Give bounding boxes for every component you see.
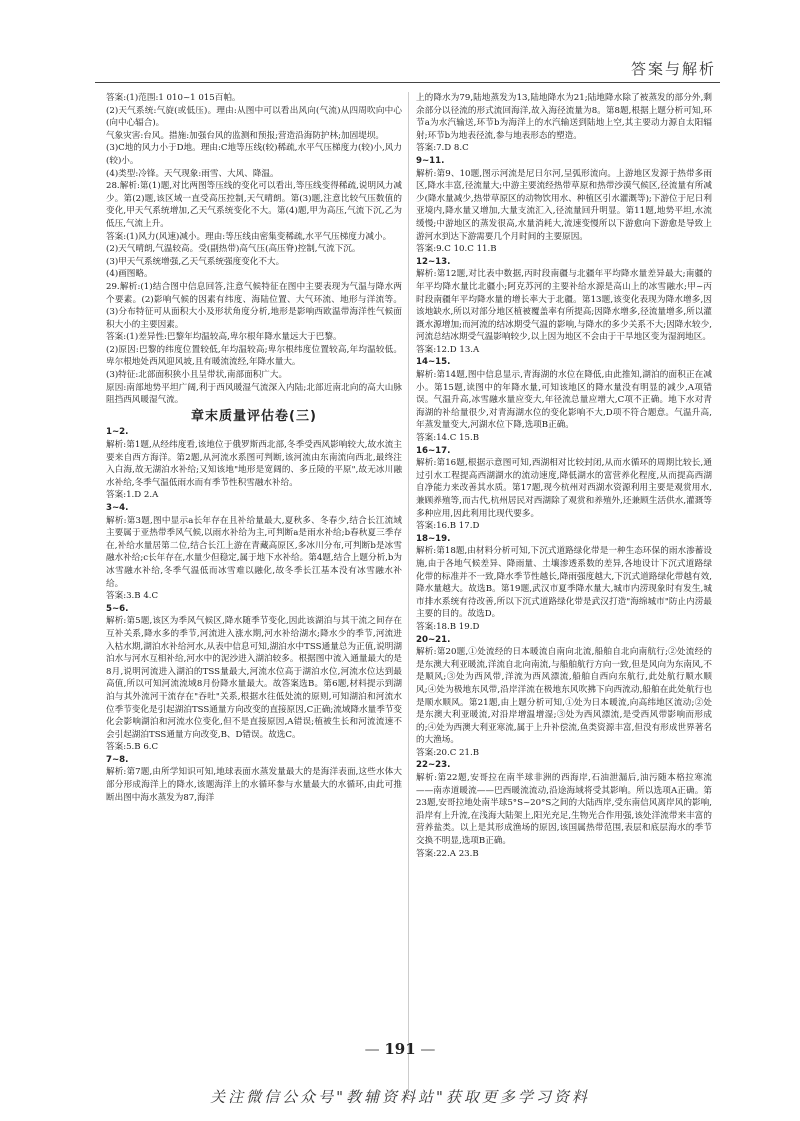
question-range: 16~17. xyxy=(416,445,451,456)
analysis-7-8: 解析:第7题,由所学知识可知,地球表面水蒸发量最大的是海洋表面,这些水体大部分形成海洋上的降水,该题海洋上的水循环参与水量最大的水循环,由此可推断出图中海水蒸发为87,海洋 xyxy=(106,767,402,803)
answer-20-21: 答案:20.C 21.B xyxy=(416,747,480,758)
question-range: 9~11. xyxy=(416,155,445,166)
question-range: 12~13. xyxy=(416,256,451,267)
answer-18-19: 答案:18.B 19.D xyxy=(416,621,480,632)
analysis-12-13: 解析:第12题,对比表中数据,丙时段南疆与北疆年平均降水量差异最大;南疆的年平均降水量比北疆小;阿克苏河的主要补给水源是高山上的冰雪融水;甲~丙时段南疆年平均降水量的增长率大于北疆。第13题,该变化表现为降水增多,因该地缺水,所以对部分地区植被覆盖率有所提高;因降水增多,径流量增多,所以灌溉水源增加;而河流的结冰期受气温的影响,与降水的多少关系不大;因降水较少,河流总结冰期受气温影响较少,以上因为地区不会由于干旱地区变为湿润地区。 xyxy=(416,269,712,343)
question-range: 7~8. xyxy=(106,754,129,765)
question-range: 3~4. xyxy=(106,503,129,513)
answer-27-4: (4)类型:冷锋。天气现象:雨雪、大风、降温。 xyxy=(106,168,279,179)
question-range: 5~6. xyxy=(106,603,129,614)
question-range: 1~2. xyxy=(106,427,129,438)
analysis-9-11: 解析:第9、10题,图示河流是尼日尔河,呈弧形流向。上游地区发源于热带多雨区,降水丰富,径流量大;中游主要流经热带草原和热带沙漠气候区,径流量有所减少(降水量减少,热带草原区的动物饮用水、种植区引水灌溉等);下游位于尼日利亚境内,降水量又增加,大量支流汇入,径流量回升明显。第11题,地势平坦,水流缓慢;中游地区的蒸发很高,水量消耗大,流速变慢所以下游愈向下游愈是导致上游河水到达下游需要几个月时间的主要原因。 xyxy=(416,168,712,242)
answer-12-13: 答案:12.D 13.A xyxy=(416,344,480,355)
analysis-29: 29.解析:(1)结合图中信息回答,注意气候特征在图中主要表现为气温与降水两个要素。(2)影响气候的因素有纬度、海陆位置、大气环流、地形与洋流等。(3)分布特征可从面积大小及形状角度分析,地形是影响西欧温带海洋性气候面积大小的主要因素。 xyxy=(106,281,402,330)
section-title: 章末质量评估卷(三) xyxy=(191,408,317,424)
analysis-3-4: 解析:第3题,图中显示a长年存在且补给量最大,夏秋多、冬春少,结合长江流域主要属于亚热带季风气候,以雨水补给为主,可判断a是雨水补给;b春秋夏三季存在,补给水量居第二位,结合长江上游在青藏高原区,多冰川分布,可判断b是冰雪融水补给;c长年存在,水量少但稳定,属于地下水补给。第4题,结合上题分析,b为冰雪融水补给,冬季气温低而冰雪难以融化,故冬季长江基本没有冰雪融水补给。 xyxy=(106,515,403,589)
question-range: 22~23. xyxy=(416,760,451,771)
answer-29-reason: 原因:南部地势平坦广阔,利于西风暖湿气流深入内陆;北部近南北向的高大山脉阻挡西风暖湿气流。 xyxy=(106,382,402,406)
answer-27: 答案:(1)范围:1 010~1 015百帕。 xyxy=(106,93,241,103)
analysis-14-15: 解析:第14题,图中信息显示,青海湖的水位在降低,由此推知,湖泊的面积正在减小。第15题,读图中的年降水量,可知该地区的降水量没有明显的减少,A项错误。气温升高,冰雪融水量应变大,年径流总量应增大,C项不正确。地下水对青海湖的补给量很少,对青海湖水位的变化影响不大,D项不符合题意。气温升高,年蒸发量变大,河湖水位下降,选项B正确。 xyxy=(416,370,712,431)
answer-28-3: (3)甲天气系统增强,乙天气系统强度变化不大。 xyxy=(106,256,285,267)
analysis-22-23: 解析:第22题,安哥拉在南半球非洲的西海岸,石油泄漏后,油污随本格拉寒流——南赤道暖流——巴西暖流流动,沿途海域将受其影响。所以选项A正确。第23题,安哥拉地处南半球5°S~20°S之间的大陆西岸,受东南信风离岸风的影响,沿岸有上升流,在浅海大陆架上,阳光充足,生物光合作用强,该处洋流带来丰富的营养盐类。以上是其形成渔场的原因,该国属热带范围,表层和底层海水的季节交换不明显,选项B正确。 xyxy=(416,773,712,847)
analysis-16-17: 解析:第16题,根据示意图可知,西湖相对比较封闭,从而水循环的周期比较长,通过引水工程提高西湖湖水的流动速度,降低湖水的富营养化程度,从而提高西湖自净能力来改善其水质。第17题,现今杭州对西湖水资源利用主要是观赏用水,兼顾养殖等,而古代,杭州居民对西湖除了观赏和养殖外,还兼顾生活供水,灌溉等多种应用,因此利用比现代要多。 xyxy=(416,458,712,519)
left-column xyxy=(106,92,402,804)
answer-27-2: (2)天气系统:气旋(或低压)。理由:从图中可以看出风向(气流)从四周吹向中心(向中心辐合)。 xyxy=(106,105,402,129)
footer-note: 关注微信公众号"教辅资料站"获取更多学习资料 xyxy=(210,1088,590,1106)
question-range: 20~21. xyxy=(416,634,451,645)
answer-29-2: (2)原因:巴黎的纬度位置较低,年均温较高;卑尔根纬度位置较高,年均温较低。卑尔根地处西风迎风坡,且有暖流流经,年降水量大。 xyxy=(106,344,402,368)
header-title: 答案与解析 xyxy=(630,60,716,78)
right-column xyxy=(416,92,712,860)
page-number-value: 191 xyxy=(384,1040,416,1058)
page-number-dash-left: — xyxy=(364,1040,385,1058)
page-number xyxy=(0,1040,800,1058)
answer-27-hazard: 气象灾害:台风。措施:加强台风的监测和预报;营造沿海防护林;加固堤坝。 xyxy=(106,130,384,141)
question-range: 14~15. xyxy=(416,357,451,368)
column-divider xyxy=(408,92,409,1092)
question-range: 18~19. xyxy=(416,533,451,544)
answer-28-2: (2)天气晴朗,气温较高。受(副热带)高气压(高压脊)控制,气流下沉。 xyxy=(106,244,361,255)
answer-29-3: (3)特征:北部面积狭小且呈带状,南部面积广大。 xyxy=(106,370,288,381)
analysis-28: 28.解析:第(1)题,对比两图等压线的变化可以看出,等压线变得稀疏,说明风力减少。第(2)题,该区域一直受高压控制,天气晴朗。第(3)题,注意比较气压数值的变化,甲天气系统增加,乙天气系统变化不大。第(4)题,甲为高压,气流下沉,乙为低压,气流上升。 xyxy=(106,181,402,229)
page-number-dash-right: — xyxy=(415,1040,436,1058)
analysis-20-21: 解析:第20题,①处流经的日本暖流自南向北流,船舶自北向南航行;②处流经的是东澳大利亚暖流,洋流自北向南流,与船舶航行方向一致,但是风向为东南风,不是顺风;③处为西风带,洋流为西风漂流,船舶自西向东航行,此处航行顺水顺风;④处为极地东风带,沿岸洋流在极地东风吹拂下向西流动,船舶在此处航行也是顺水顺风。第21题,由上题分析可知,①处为日本暖流,向高纬地区流动;②处是东澳大利亚暖流,对沿岸增温增湿;③处为西风漂流,是受西风带影响而形成的;④处为西澳大利亚寒流,属于上升补偿流,鱼类资源丰富,但没有形成世界著名的大渔场。 xyxy=(416,647,712,746)
answer-14-15: 答案:14.C 15.B xyxy=(416,433,480,444)
analysis-18-19: 解析:第18题,由材料分析可知,下沉式道路绿化带是一种生态环保的雨水渗蓄设施,由于各地气候差异、降雨量、土壤渗透系数的差异,各地设计下沉式道路绿化带的标准并不一致,降水季节性越长,降雨强度越大,下沉式道路绿化带越有效,降水量越大。故选B。第19题,武汉市夏季降水量大,城市内涝现象时有发生,城市排水系统有待改善,所以下沉式道路绿化带是武汉打造"海绵城市"防止内涝最主要的目的。故选D。 xyxy=(416,546,712,620)
answer-3-4: 答案:3.B 4.C xyxy=(106,591,159,602)
analysis-7-8-cont: 上的降水为79,陆地蒸发为13,陆地降水为21;陆地降水除了被蒸发的部分外,剩余部分以径流的形式流回海洋,故入海径流量为8。第8题,根据上题分析可知,环节a为水汽输送,环节b为海洋上的水汽输送到陆地上空,其主要动力源自太阳辐射;环节b为地表径流,参与地表形态的塑造。 xyxy=(416,93,712,141)
answer-29-1: 答案:(1)差异性:巴黎年均温较高,卑尔根年降水量远大于巴黎。 xyxy=(106,332,342,343)
answer-7-8: 答案:7.D 8.C xyxy=(416,143,469,154)
page-header xyxy=(95,52,720,83)
analysis-1-2: 解析:第1题,从经纬度看,该地位于俄罗斯西北部,冬季受西风影响较大,故水流主要来自西方海洋。第2题,从河流水系图可判断,该河流由东南流向西北,最终注入白海,故无湖泊水补给;又知该地"地形是宽阔的、多丘陵的平原",故无冰川融水补给,冬季气温低雨水而有季节性积雪融水补给。 xyxy=(106,440,402,488)
analysis-5-6: 解析:第5题,该区为季风气候区,降水随季节变化,因此该湖泊与其干流之间存在互补关系,降水多的季节,河流进入涨水期,河水补给湖水;降水少的季节,河流进入枯水期,湖泊水补给河水,从表中信息可知,湖泊水中TSS通量总为正值,说明湖泊水与河水互相补给,河水中的泥沙进入湖泊较多。根据图中流入通量最大的是8月,说明河流进入湖泊的TSS量最大,河流水位高于湖泊水位,河流水位达到最高值,所以可知河流流域8月份降水量最大。故答案选B。第6题,材料提示到湖泊与其外流河干流存在"吞吐"关系,根据水往低处流的原则,可知湖泊和河流水位季节变化是引起湖泊TSS通量方向改变的直接原因,C正确;流域降水量季节变化会影响湖泊和河流水位变化,但不是直接原因,A错误;植被生长和河流流速不会引起湖泊TSS通量方向改变,B、D错误。故选C。 xyxy=(106,616,402,740)
answer-28-4: (4)画图略。 xyxy=(106,269,153,280)
answer-22-23: 答案:22.A 23.B xyxy=(416,848,479,859)
answer-9-11: 答案:9.C 10.C 11.B xyxy=(416,244,497,255)
answer-5-6: 答案:5.B 6.C xyxy=(106,742,159,753)
answer-28-1: 答案:(1)风力(风速)减小。理由:等压线由密集变稀疏,水平气压梯度力减小。 xyxy=(106,231,392,242)
answer-16-17: 答案:16.B 17.D xyxy=(416,521,480,532)
answer-27-3: (3)C地的风力小于D地。理由:C地等压线(较)稀疏,水平气压梯度力(较)小,风力(较)小。 xyxy=(106,143,402,166)
answer-1-2: 答案:1.D 2.A xyxy=(106,490,159,501)
